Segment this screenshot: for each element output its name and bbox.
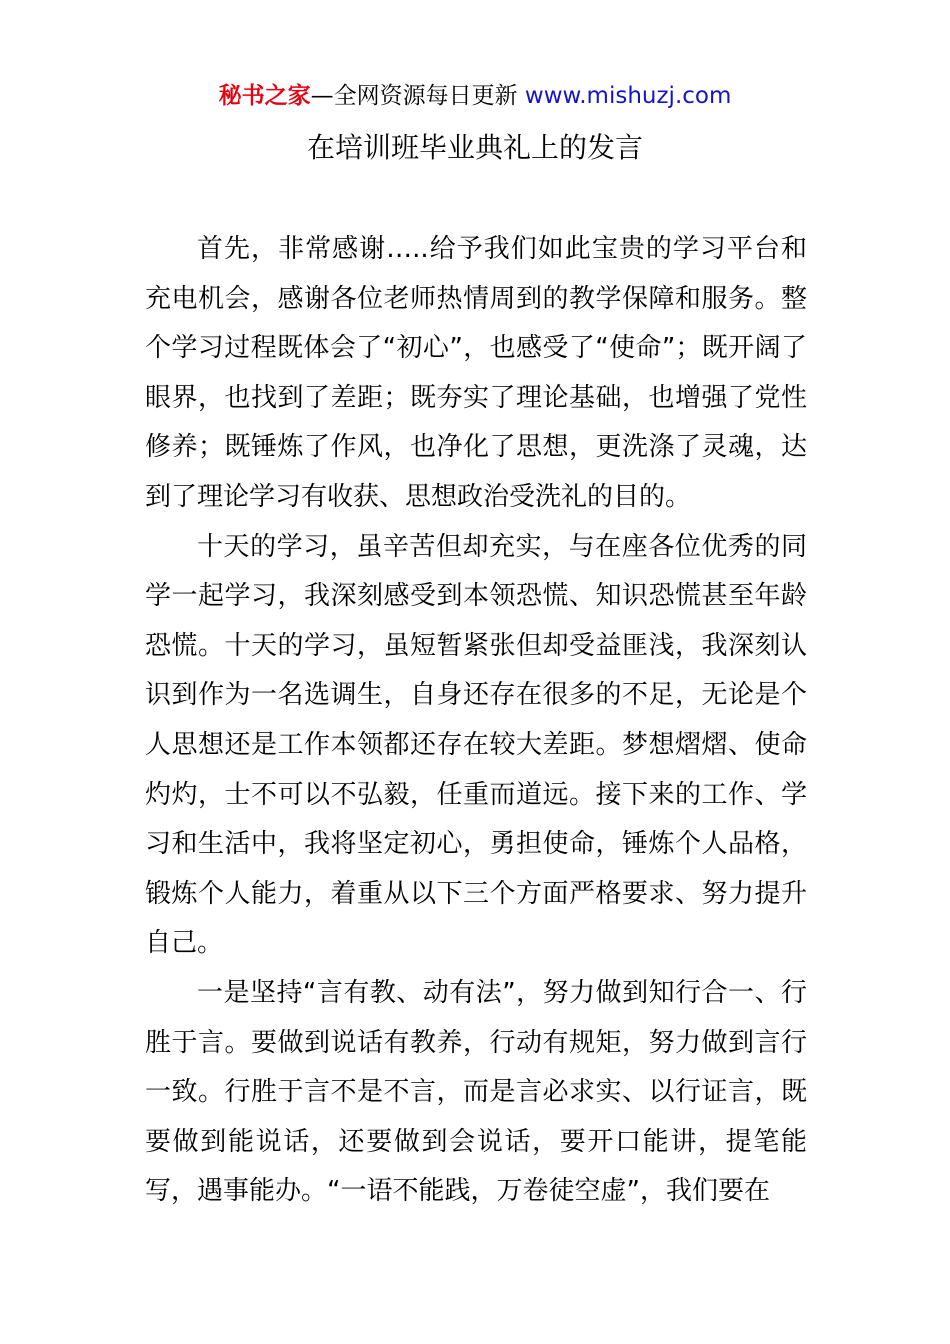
paragraph: 首先，非常感谢…..给予我们如此宝贵的学习平台和充电机会，感谢各位老师热情周到的教学保障和服务。整个学习过程既体会了“初心”，也感受了“使命”；既开阔了眼界，也找到了差距；既夯实了理论基础，也增强了党性修养；既锤炼了作风，也净化了思想，更洗涤了灵魂，达到了理论学习有收获、思想政治受洗礼的目的。	[145, 234, 807, 512]
paragraph: 十天的学习，虽辛苦但却充实，与在座各位优秀的同学一起学习，我深刻感受到本领恐慌、知识恐慌甚至年龄恐慌。十天的学习，虽短暂紧张但却受益匪浅，我深刻认识到作为一名选调生，自身还存在很多的不足，无论是个人思想还是工作本领都还存在较大差距。梦想熠熠、使命灼灼，士不可以不弘毅，任重而道远。接下来的工作、学习和生活中，我将坚定初心，勇担使命，锤炼个人品格，锻炼个人能力，着重从以下三个方面严格要求、努力提升自己。	[145, 531, 807, 959]
document-body	[145, 225, 807, 1217]
paragraph: 一是坚持“言有教、动有法”，努力做到知行合一、行胜于言。要做到说话有教养，行动有规矩，努力做到言行一致。行胜于言不是不言，而是言必求实、以行证言，既要做到能说话，还要做到会说话，要开口能讲，提笔能写，遇事能办。“一语不能践，万卷徒空虚”，我们要在	[145, 977, 807, 1207]
site-slogan: —全网资源每日更新	[310, 83, 525, 109]
document-title: 在培训班毕业典礼上的发言	[306, 131, 643, 164]
site-header	[0, 80, 950, 112]
site-url-link[interactable]: www.mishuzj.com	[524, 83, 732, 109]
site-brand: 秘书之家	[218, 83, 311, 109]
